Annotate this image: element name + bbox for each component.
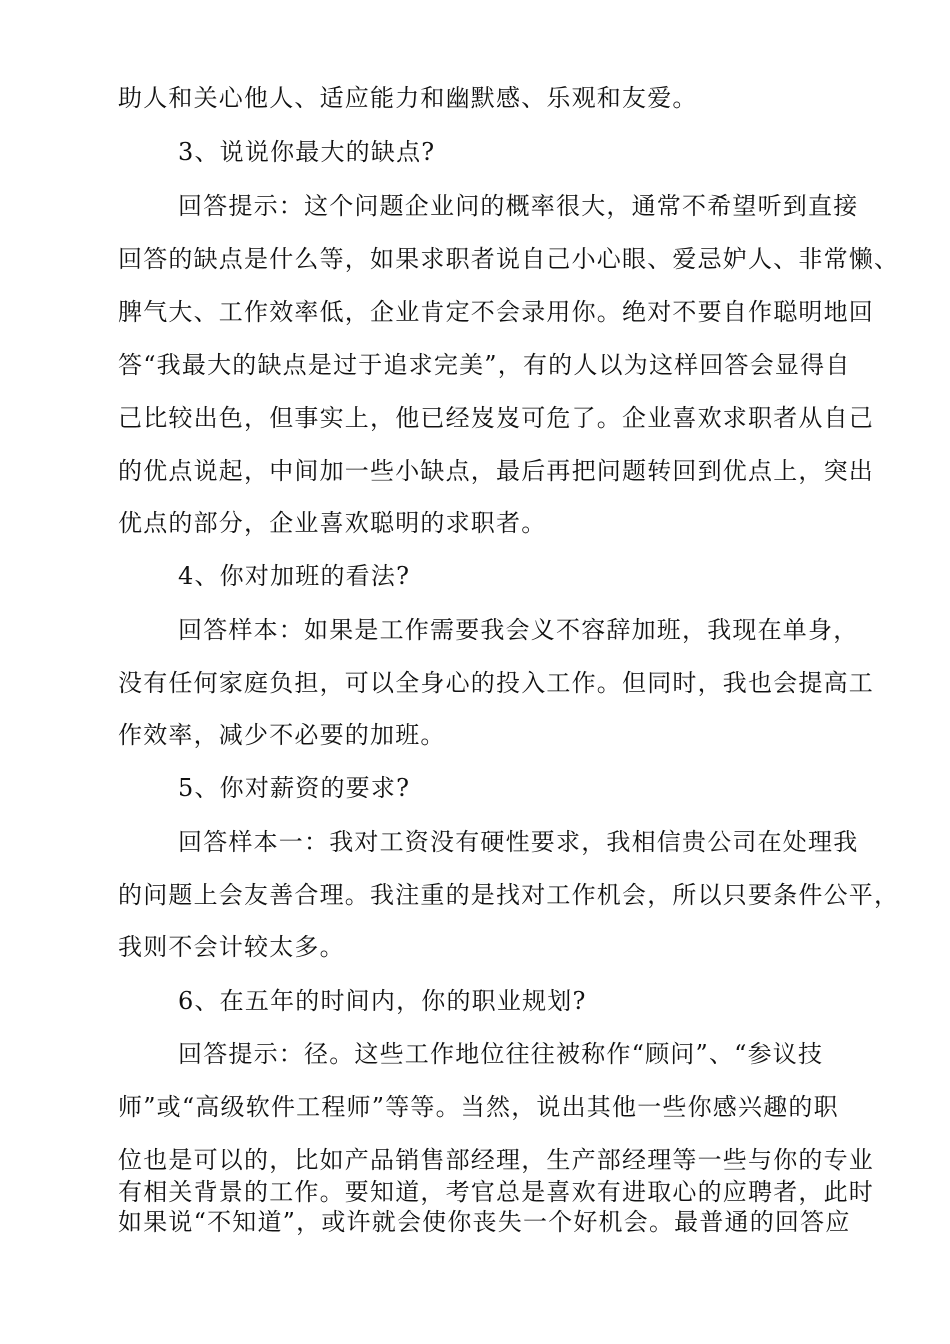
paragraph-line: 如果说“不知道”，或许就会使你丧失一个好机会。最普通的回答应 <box>118 1208 851 1236</box>
paragraph-line: 回答提示：这个问题企业问的概率很大，通常不希望听到直接 <box>178 192 859 220</box>
paragraph-line: 优点的部分，企业喜欢聪明的求职者。 <box>118 509 547 537</box>
paragraph-line: 没有任何家庭负担，可以全身心的投入工作。但同时，我也会提高工 <box>118 669 874 697</box>
paragraph-line: 回答的缺点是什么等，如果求职者说自己小心眼、爱忌妒人、非常懒、 <box>118 245 900 273</box>
paragraph-line: 师”或“高级软件工程师”等等。当然，说出其他一些你感兴趣的职 <box>118 1093 839 1121</box>
question-heading: 4、你对加班的看法? <box>178 562 411 590</box>
paragraph-line: 作效率，减少不必要的加班。 <box>118 721 446 749</box>
paragraph-line: 己比较出色，但事实上，他已经岌岌可危了。企业喜欢求职者从自己 <box>118 404 874 432</box>
paragraph-line: 我则不会计较太多。 <box>118 933 345 961</box>
paragraph-line: 助人和关心他人、适应能力和幽默感、乐观和友爱。 <box>118 84 698 112</box>
paragraph-line: 的问题上会友善合理。我注重的是找对工作机会，所以只要条件公平， <box>118 881 900 909</box>
paragraph-line: 回答样本：如果是工作需要我会义不容辞加班，我现在单身， <box>178 616 859 644</box>
paragraph-line: 有相关背景的工作。要知道，考官总是喜欢有进取心的应聘者，此时 <box>118 1178 874 1206</box>
paragraph-line: 位也是可以的，比如产品销售部经理，生产部经理等一些与你的专业 <box>118 1146 874 1174</box>
question-heading: 5、你对薪资的要求? <box>178 774 411 802</box>
paragraph-line: 的优点说起，中间加一些小缺点，最后再把问题转回到优点上，突出 <box>118 457 874 485</box>
paragraph-line: 答“我最大的缺点是过于追求完美”，有的人以为这样回答会显得自 <box>118 351 851 379</box>
question-heading: 6、在五年的时间内，你的职业规划? <box>178 987 587 1015</box>
question-heading: 3、说说你最大的缺点? <box>178 138 436 166</box>
paragraph-line: 回答提示：径。这些工作地位往往被称作“顾问”、“参议技 <box>178 1040 824 1068</box>
paragraph-line: 脾气大、工作效率低，企业肯定不会录用你。绝对不要自作聪明地回 <box>118 298 874 326</box>
paragraph-line: 回答样本一：我对工资没有硬性要求，我相信贵公司在处理我 <box>178 828 859 856</box>
